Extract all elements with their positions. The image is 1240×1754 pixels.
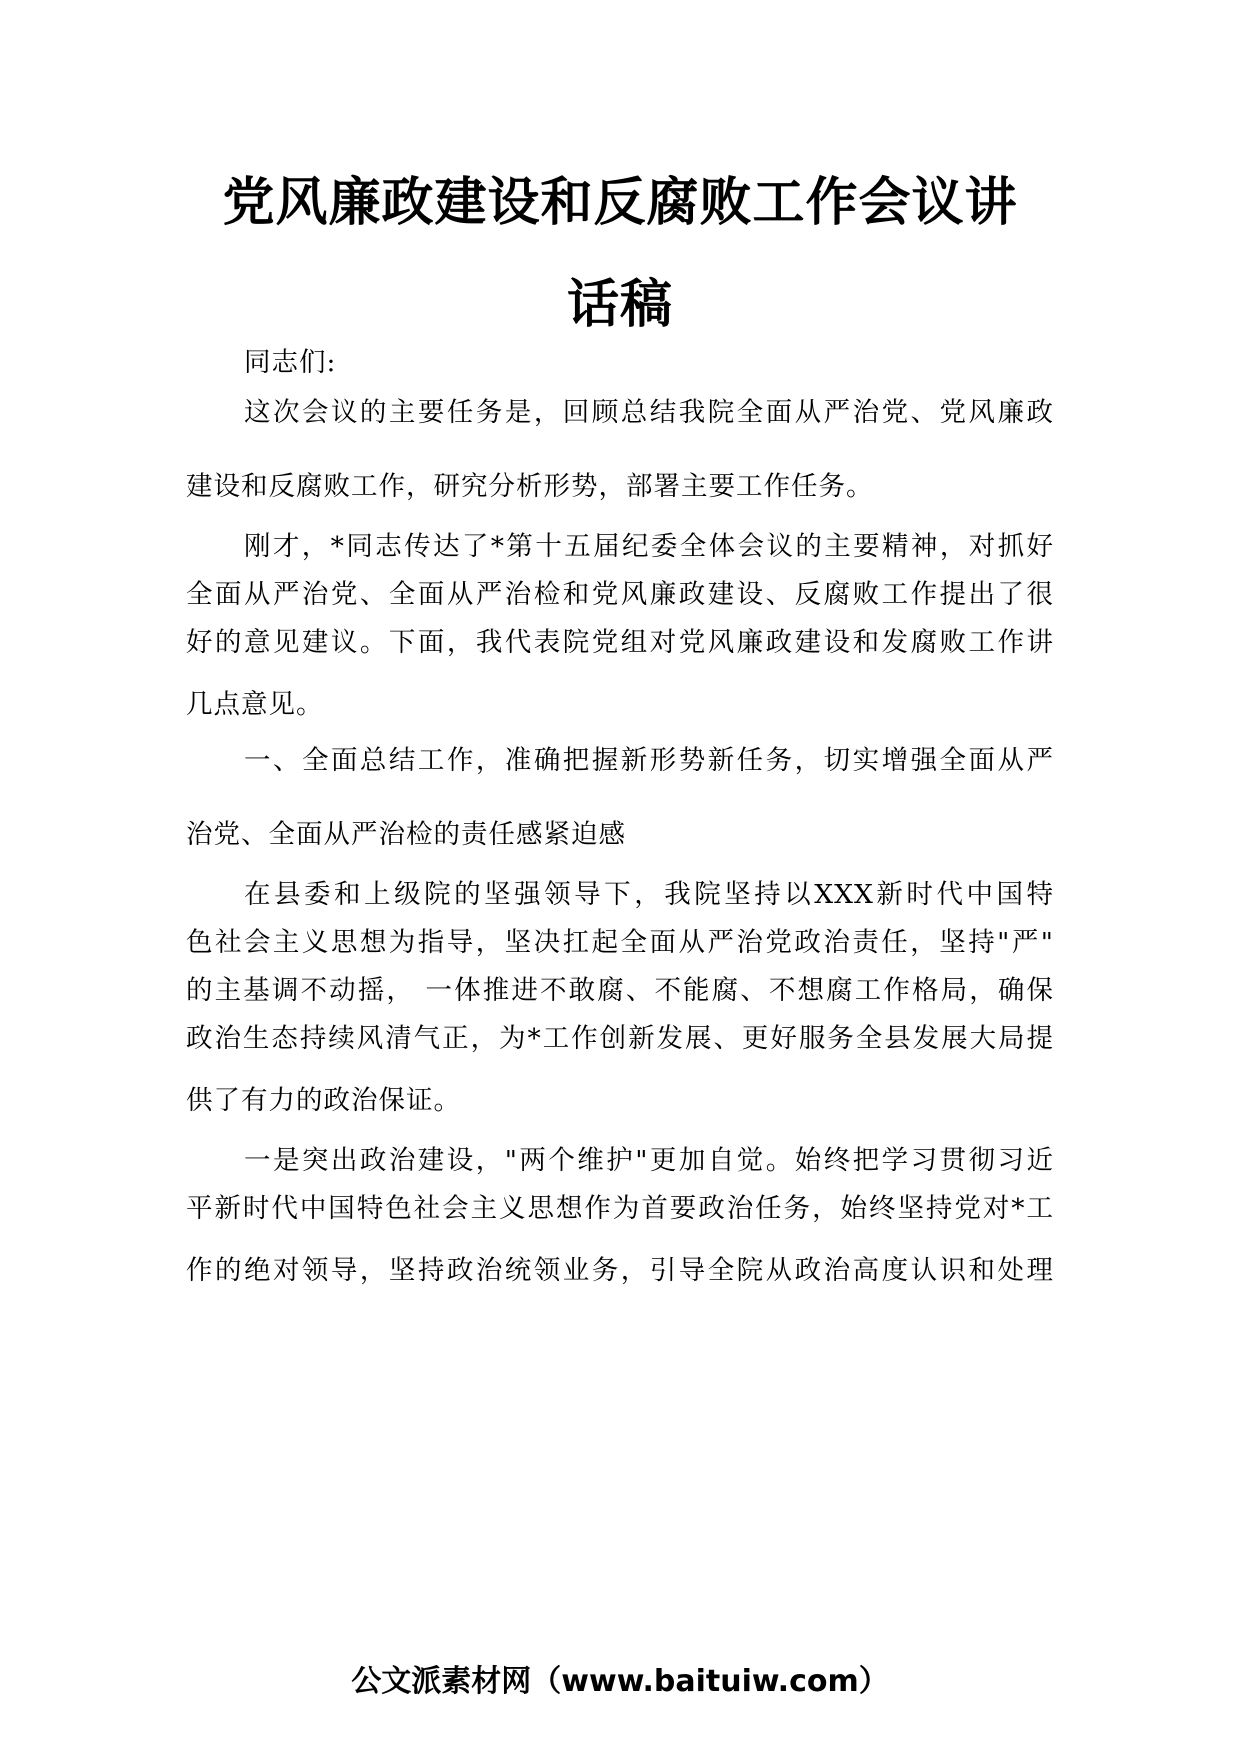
document-title-line-1: 党风廉政建设和反腐败工作会议讲 <box>222 173 1018 233</box>
footer-watermark: 公文派素材网（www.baituiw.com） <box>351 1664 889 1699</box>
paragraph-line: 建设和反腐败工作，研究分析形势，部署主要工作任务。 <box>186 471 874 502</box>
paragraph-line: 色社会主义思想为指导，坚决扛起全面从严治党政治责任，坚持"严" <box>186 927 1054 958</box>
section-heading-line: 治党、全面从严治检的责任感紧迫感 <box>186 819 626 850</box>
paragraph-line: 这次会议的主要任务是，回顾总结我院全面从严治党、党风廉政 <box>244 397 1054 428</box>
paragraph-line: 平新时代中国特色社会主义思想作为首要政治任务，始终坚持党对*工 <box>186 1193 1054 1224</box>
paragraph-line: 几点意见。 <box>186 689 324 720</box>
paragraph-line: 好的意见建议。下面，我代表院党组对党风廉政建设和发腐败工作讲 <box>186 627 1054 658</box>
paragraph-line: 作的绝对领导，坚持政治统领业务，引导全院从政治高度认识和处理 <box>186 1255 1054 1286</box>
paragraph-line: 一是突出政治建设，"两个维护"更加自觉。始终把学习贯彻习近 <box>244 1145 1054 1176</box>
paragraph-line: 全面从严治党、全面从严治检和党风廉政建设、反腐败工作提出了很 <box>186 579 1054 610</box>
document-title-line-2: 话稿 <box>566 275 673 335</box>
paragraph-line: 政治生态持续风清气正，为*工作创新发展、更好服务全县发展大局提 <box>186 1023 1054 1054</box>
section-heading-line: 一、全面总结工作，准确把握新形势新任务，切实增强全面从严 <box>244 745 1054 776</box>
paragraph-line: 供了有力的政治保证。 <box>186 1085 461 1116</box>
paragraph-line: 刚才，*同志传达了*第十五届纪委全体会议的主要精神，对抓好 <box>244 531 1054 562</box>
paragraph-line: 在县委和上级院的坚强领导下，我院坚持以XXX新时代中国特 <box>244 879 1054 910</box>
paragraph-line: 的主基调不动摇， 一体推进不敢腐、不能腐、不想腐工作格局，确保 <box>186 975 1054 1006</box>
salutation: 同志们: <box>244 347 337 378</box>
